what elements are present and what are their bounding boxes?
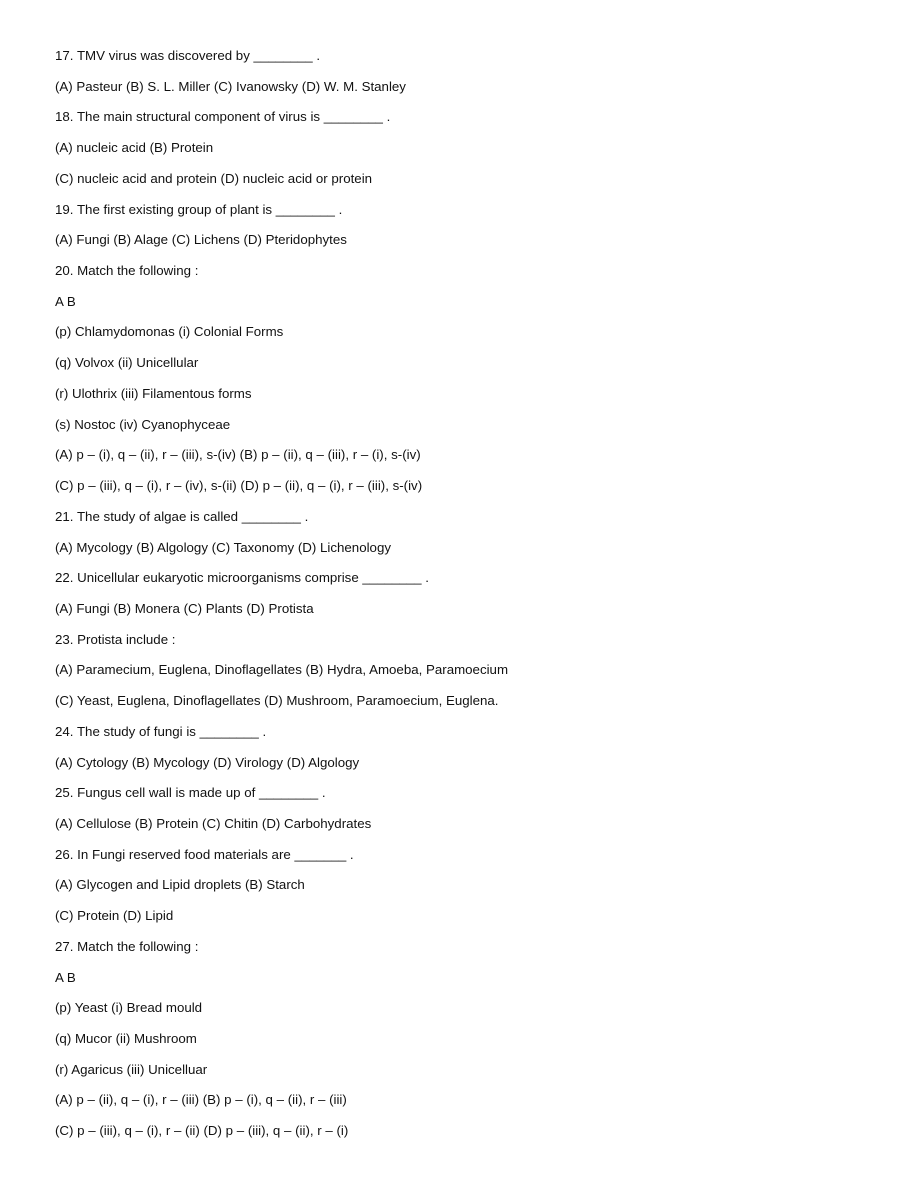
text-line: (q) Volvox (ii) Unicellular (55, 355, 199, 371)
text-line: 19. The first existing group of plant is ________ . (55, 201, 343, 217)
text-line: (p) Chlamydomonas (i) Colonial Forms (55, 324, 284, 340)
text-line: 18. The main structural component of virus is ________ . (55, 109, 391, 125)
text-line: (A) Cellulose (B) Protein (C) Chitin (D) Carbohydrates (55, 815, 372, 831)
text-line: 21. The study of algae is called ________ . (55, 508, 309, 524)
text-line: 22. Unicellular eukaryotic microorganisms comprise ________ . (55, 570, 429, 586)
text-line: (s) Nostoc (iv) Cyanophyceae (55, 416, 231, 432)
text-line: 23. Protista include : (55, 631, 176, 647)
text-line: 24. The study of fungi is ________ . (55, 723, 267, 739)
text-line: (p) Yeast (i) Bread mould (55, 1000, 203, 1016)
text-line: (A) p – (i), q – (ii), r – (iii), s-(iv) (B) p – (ii), q – (iii), r – (i), s-(iv) (55, 447, 421, 463)
text-line: 25. Fungus cell wall is made up of ________ . (55, 785, 326, 801)
text-line: (A) Glycogen and Lipid droplets (B) Starch (55, 877, 305, 893)
text-line: (C) Yeast, Euglena, Dinoflagellates (D) Mushroom, Paramoecium, Euglena. (55, 693, 499, 709)
text-line: (r) Agaricus (iii) Unicelluar (55, 1061, 208, 1077)
text-line: (C) Protein (D) Lipid (55, 908, 174, 924)
text-line: A B (55, 969, 76, 985)
document-page (55, 46, 880, 1152)
text-line: (C) p – (iii), q – (i), r – (iv), s-(ii) (D) p – (ii), q – (i), r – (iii), s-(iv) (55, 478, 423, 494)
text-line: (A) Paramecium, Euglena, Dinoflagellates (B) Hydra, Amoeba, Paramoecium (55, 662, 509, 678)
text-line: (A) Cytology (B) Mycology (D) Virology (D) Algology (55, 754, 360, 770)
text-line: 20. Match the following : (55, 263, 199, 279)
text-line: 17. TMV virus was discovered by ________ . (55, 48, 321, 63)
text-line: (C) nucleic acid and protein (D) nucleic acid or protein (55, 170, 373, 186)
text-line: (A) Fungi (B) Monera (C) Plants (D) Protista (55, 600, 314, 616)
text-line: (A) p – (ii), q – (i), r – (iii) (B) p – (i), q – (ii), r – (iii) (55, 1092, 347, 1108)
text-line: (A) Pasteur (B) S. L. Miller (C) Ivanowsky (D) W. M. Stanley (55, 78, 406, 94)
text-line: (A) nucleic acid (B) Protein (55, 140, 214, 156)
text-line: (A) Mycology (B) Algology (C) Taxonomy (D) Lichenology (55, 539, 391, 555)
text-line: (r) Ulothrix (iii) Filamentous forms (55, 385, 252, 401)
text-line: A B (55, 293, 76, 309)
text-line: (q) Mucor (ii) Mushroom (55, 1031, 197, 1046)
text-line: (C) p – (iii), q – (i), r – (ii) (D) p – (iii), q – (ii), r – (i) (55, 1123, 349, 1139)
text-line: (A) Fungi (B) Alage (C) Lichens (D) Pteridophytes (55, 232, 347, 248)
text-line: 27. Match the following : (55, 938, 199, 954)
text-line: 26. In Fungi reserved food materials are _______ . (55, 846, 354, 862)
